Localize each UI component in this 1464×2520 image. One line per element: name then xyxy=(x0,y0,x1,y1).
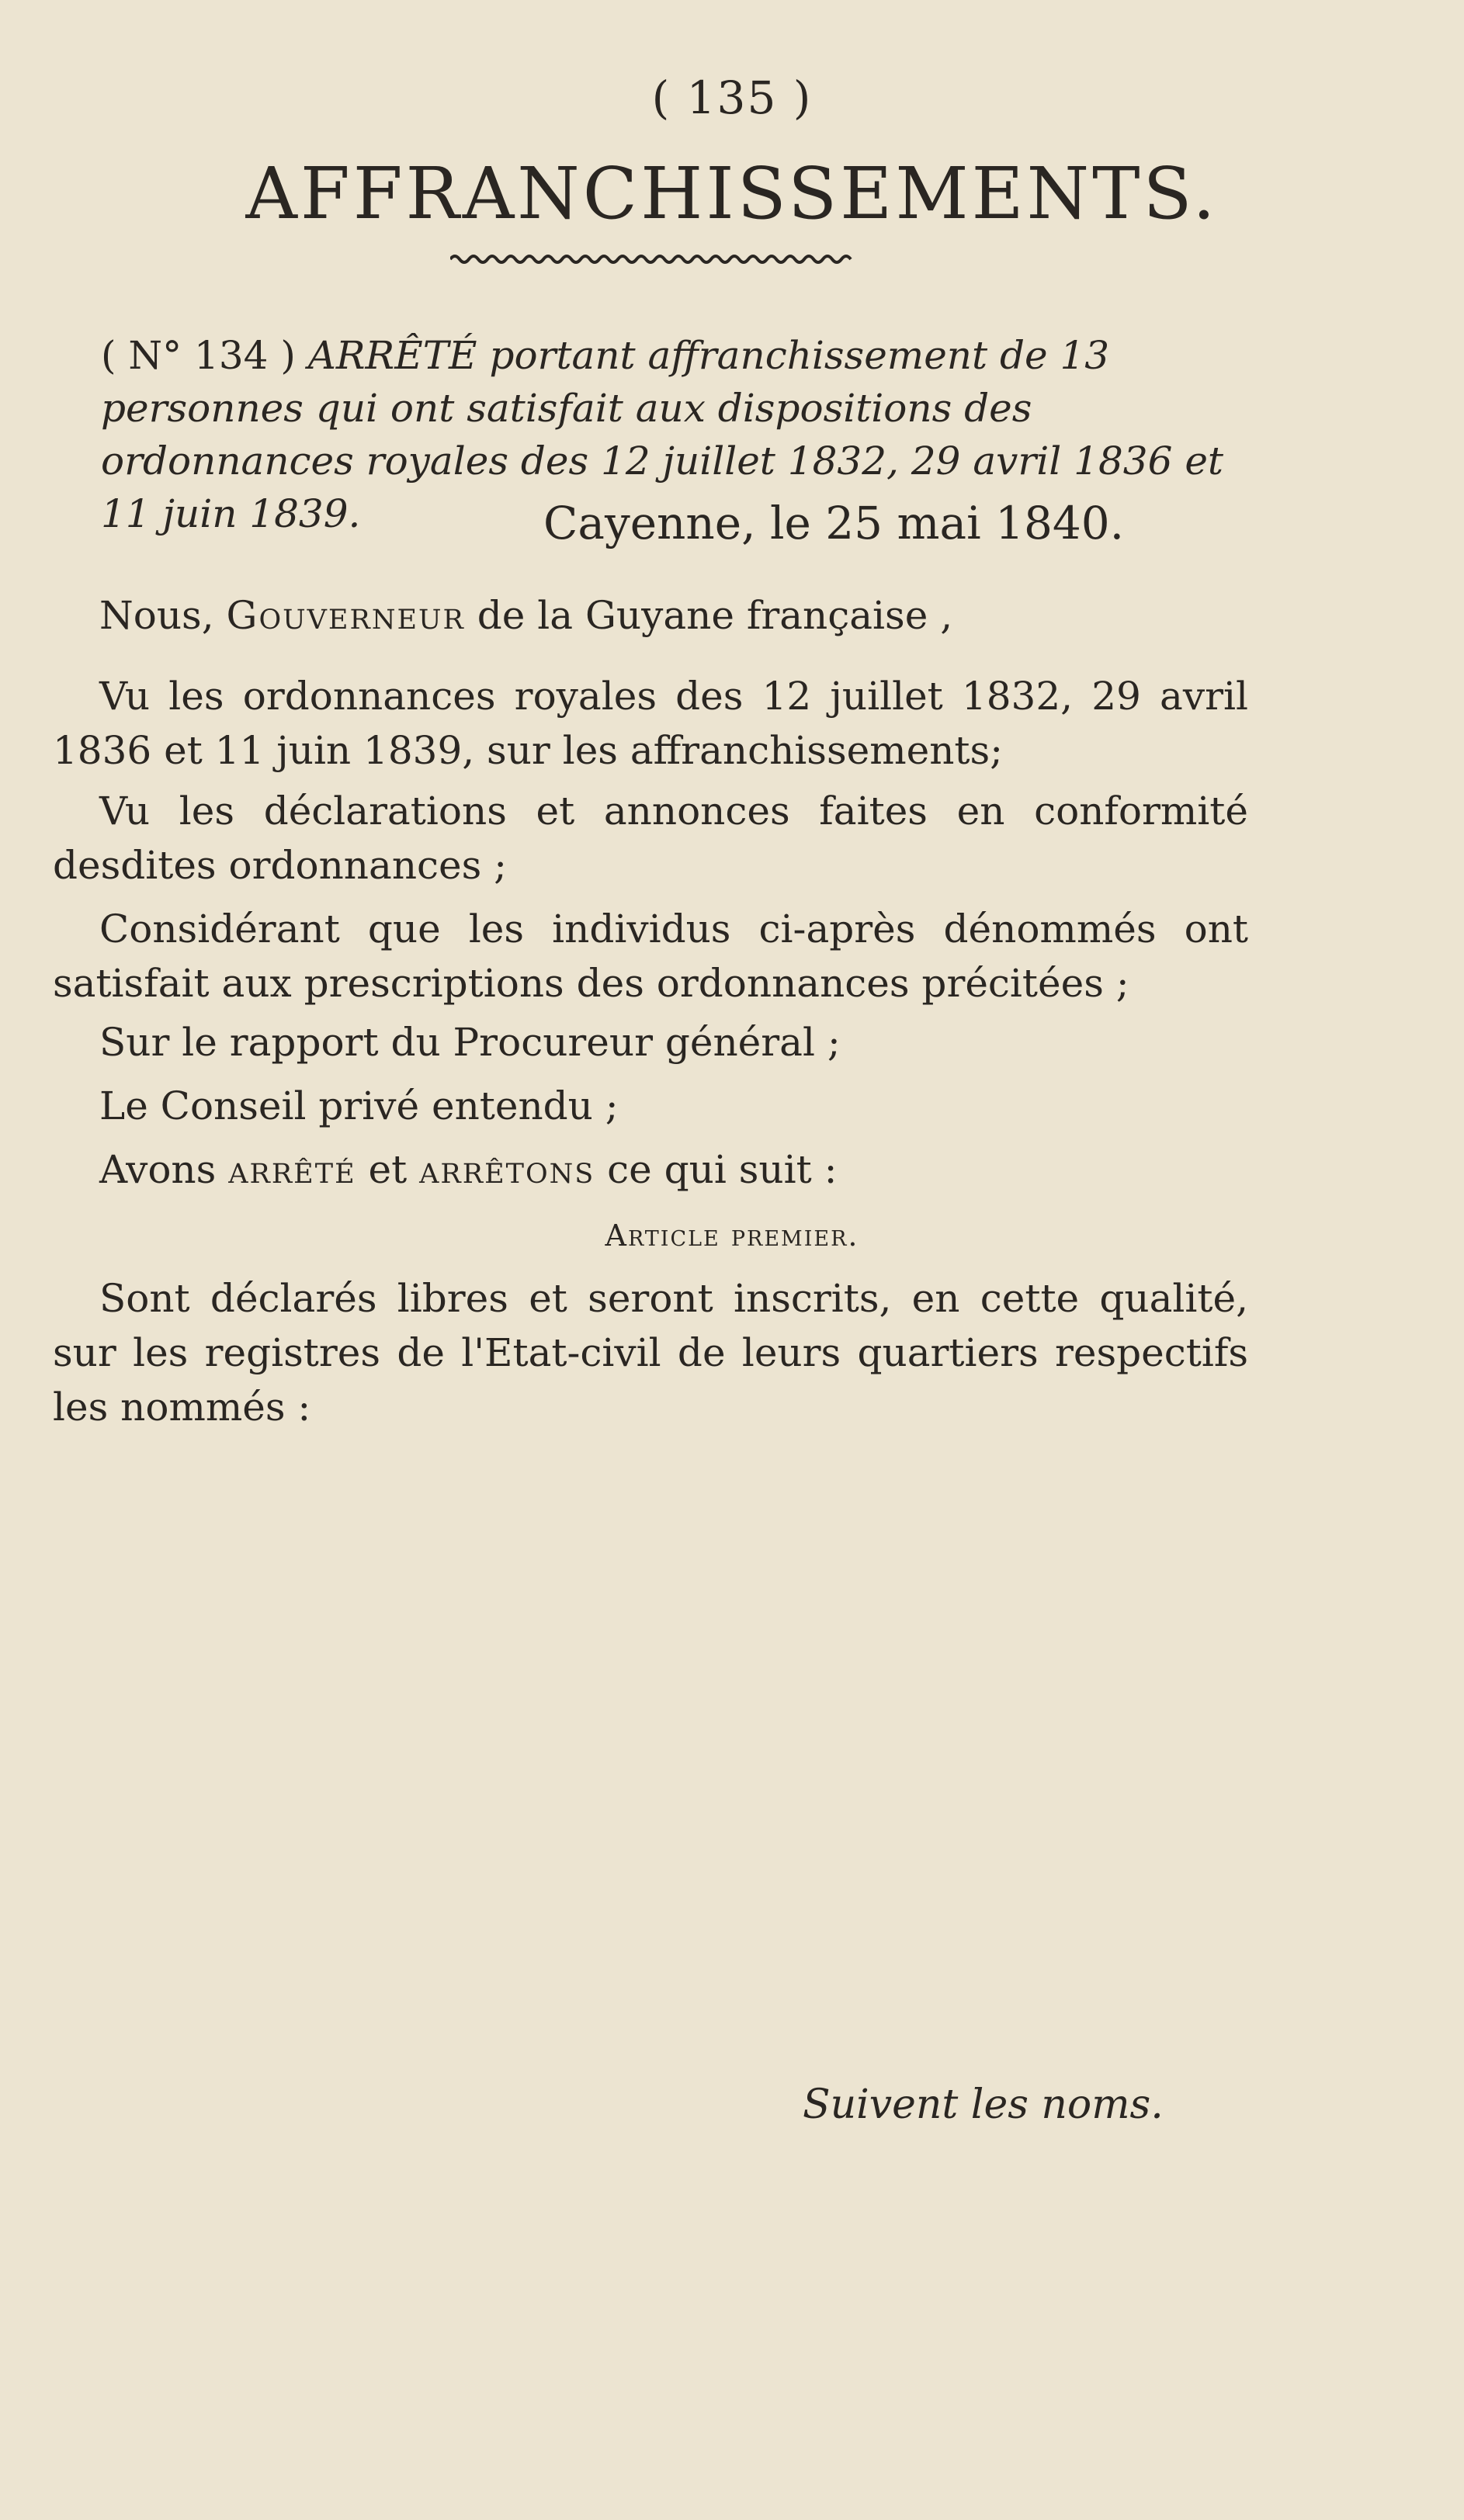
nous-suffix: de la Guyane française , xyxy=(464,593,953,638)
paragraph-vu-ordonnances: Vu les ordonnances royales des 12 juillet 1832, 29 avril 1836 et 11 juin 1839, sur les affranchissements; xyxy=(53,674,1248,773)
avons-prefix: Avons xyxy=(99,1147,229,1192)
suivent-les-noms: Suivent les noms. xyxy=(803,2082,1164,2128)
paragraph-vu-declarations: Vu les déclarations et annonces faites en conformité desdites ordonnances ; xyxy=(53,789,1248,888)
paragraph-considerant: Considérant que les individus ci-après dénommés ont satisfait aux prescriptions des ordonnances précitées ; xyxy=(53,906,1248,1006)
arrete-word: arrêté xyxy=(228,1147,356,1192)
paragraph-nous xyxy=(53,588,1248,643)
paragraph-sont-declares: Sont déclarés libres et seront inscrits, en cette qualité, sur les registres de l'Etat-civil de leurs quartiers respectifs les nommés : xyxy=(53,1276,1248,1430)
decree-number: ( N° 134 ) xyxy=(101,333,296,378)
decree-summary: ARRÊTÉ portant affranchissement de 13 personnes qui ont satisfait aux dispositions des ordonnances royales des 12 juillet 1832, 29 avril 1836 et 11 juin 1839. xyxy=(101,333,1223,536)
page-number: ( 135 ) xyxy=(651,71,813,124)
avons-suffix: ce qui suit : xyxy=(595,1147,838,1192)
ornamental-rule xyxy=(450,253,854,265)
page-title: AFFRANCHISSEMENTS. xyxy=(245,152,1219,235)
paragraph-sur-rapport: Sur le rapport du Procureur général ; xyxy=(99,1020,841,1065)
decree-date: Cayenne, le 25 mai 1840. xyxy=(543,497,1125,549)
arretons-word: arrêtons xyxy=(419,1147,595,1192)
paragraph-conseil: Le Conseil privé entendu ; xyxy=(99,1083,619,1128)
nous-prefix: Nous, xyxy=(99,593,227,638)
article-heading: Article premier. xyxy=(605,1218,859,1253)
avons-mid: et xyxy=(356,1147,420,1192)
paragraph-avons xyxy=(53,1142,1248,1197)
gouverneur-word: Gouverneur xyxy=(226,593,465,638)
